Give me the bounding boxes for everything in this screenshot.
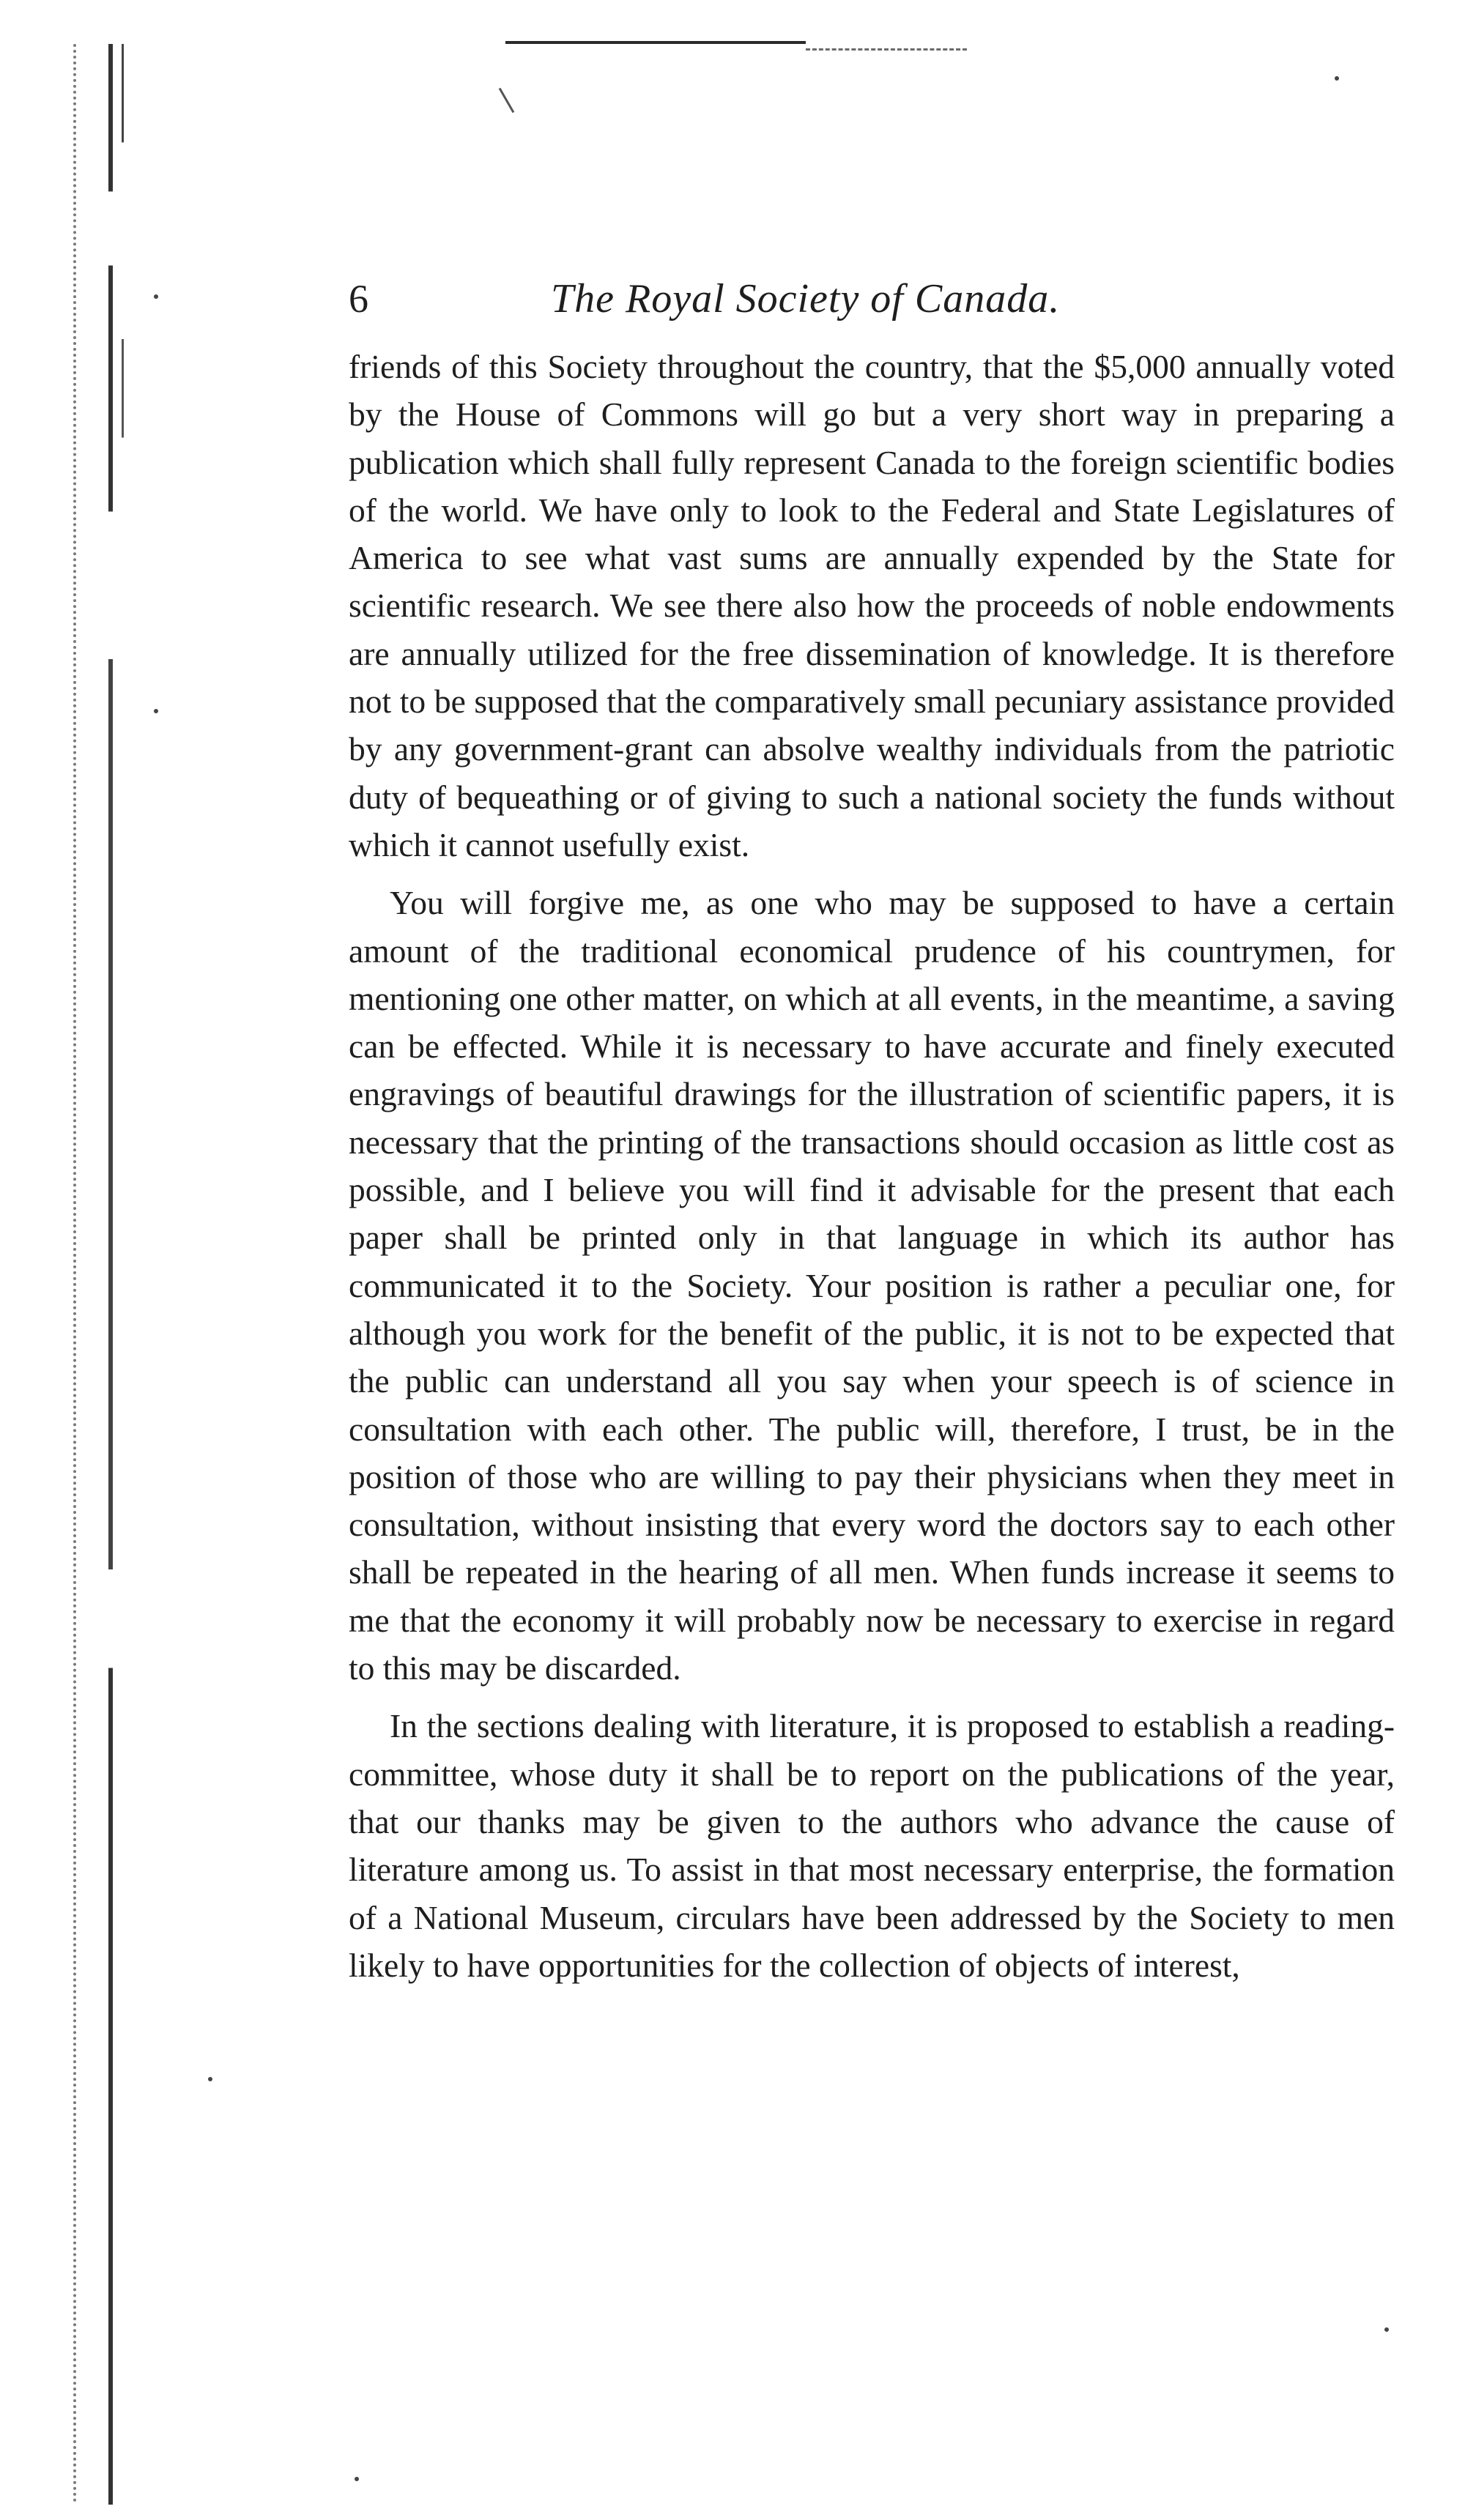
scan-artifact-binding-edge bbox=[122, 44, 124, 2505]
scan-artifact-speck bbox=[154, 294, 158, 299]
paragraph: You will forgive me, as one who may be supposed to have a certain amount of the traditional economical prudence of his countrymen, for mentioning one other matter, on which at all events, in the meantime, a saving can be effected. While it is necessary to have accurate and finely executed engravings of beautiful drawings for the illustration of scientific papers, it is necessary that the printing of the transactions should occasion as little cost as possible, and I believe you will find it advisable for the present that each paper shall be printed only in that language in which its author has communicated it to the Society. Your position is rather a peculiar one, for although you work for the benefit of the public, it is not to be expected that the public can understand all you say when your speech is of science in consultation with each other. The public will, therefore, I trust, be in the position of those who are willing to pay their physicians when they meet in consultation, without insisting that every word the doctors say to each other shall be repeated in the hearing of all men. When funds increase it seems to me that the economy it will probably now be necessary to exercise in regard to this may be discarded. bbox=[349, 884, 1395, 1687]
scan-artifact-binding-edge bbox=[73, 44, 79, 2505]
scan-artifact-speck bbox=[1384, 2327, 1389, 2332]
scan-artifact-binding-edge bbox=[108, 44, 113, 2505]
scan-artifact-tick bbox=[499, 88, 515, 113]
scan-artifact-speck bbox=[208, 2077, 212, 2081]
running-title: The Royal Society of Canada. bbox=[551, 276, 1061, 321]
paragraph-continued: friends of this Society throughout the country, that the $5,000 annually voted by the House of Commons will go but a very short way in preparing a publication which shall fully represent Canada to the foreign scientific bodies of the world. We have only to look to the Federal and State Legislatures of America to see what vast sums are annually expended by the State for scientific research. We see there also how the proceeds of noble endowments are annually utilized for the free dissemination of knowledge. It is therefore not to be supposed that the comparatively small pecuniary assistance provided by any government-grant can absolve wealthy individuals from the patriotic duty of bequeathing or of giving to such a national society the funds without which it cannot usefully exist. bbox=[349, 348, 1395, 863]
scan-artifact-speck bbox=[1335, 76, 1339, 81]
scan-artifact-top-dashes bbox=[806, 48, 967, 51]
running-head bbox=[349, 270, 1198, 328]
scan-artifact-speck bbox=[355, 2477, 359, 2481]
scan-artifact-speck bbox=[154, 709, 158, 713]
paragraph: In the sections dealing with literature, it is proposed to establish a reading-committee, whose duty it shall be to report on the publications of the year, that our thanks may be given to the authors who advance the cause of literature among us. To assist in that most necessary enterprise, the formation of a National Museum, circulars have been addressed by the Society to men likely to have opportunities for the collection of objects of interest, bbox=[349, 1707, 1395, 1984]
scan-artifact-top-rule bbox=[505, 41, 806, 44]
body-text bbox=[349, 343, 1395, 1989]
page-number: 6 bbox=[349, 277, 368, 321]
